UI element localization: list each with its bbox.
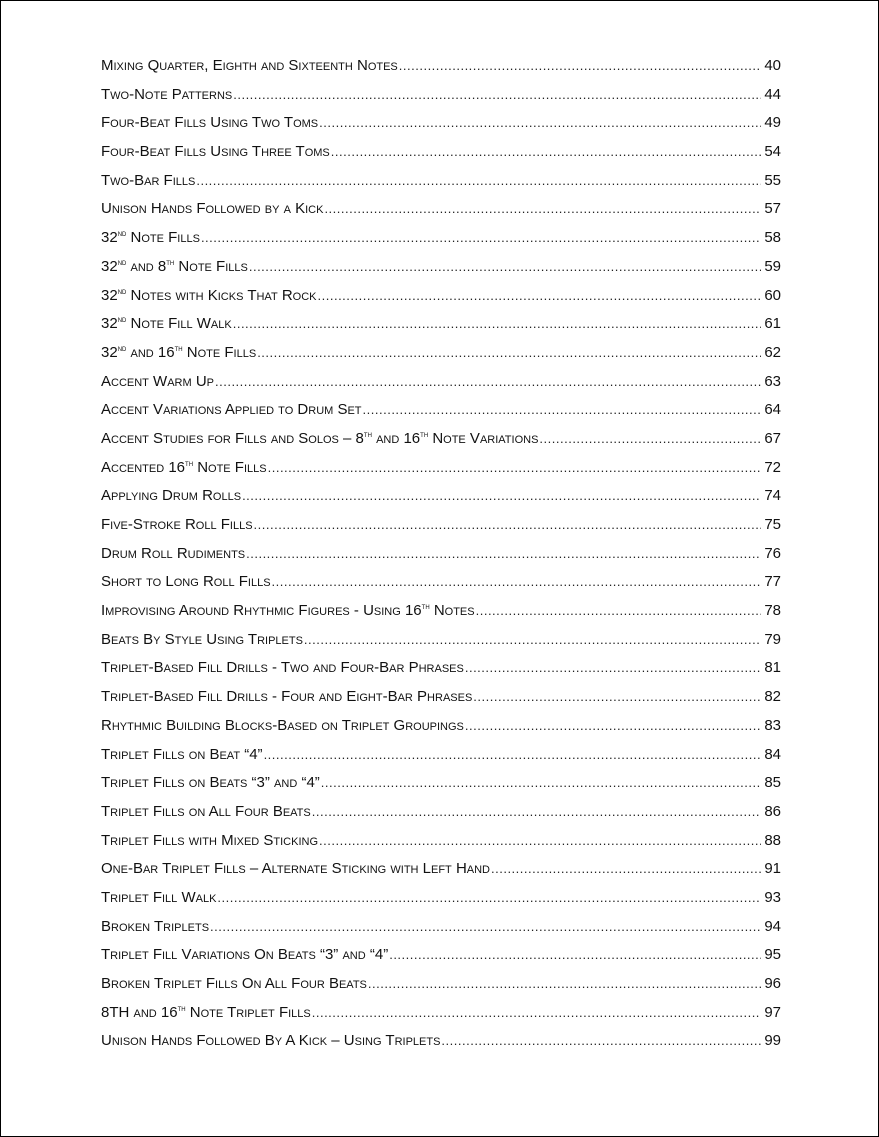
toc-entry[interactable]: [101, 774, 781, 803]
toc-entry[interactable]: [101, 688, 781, 717]
toc-entry[interactable]: [101, 57, 781, 86]
toc-entry-page-number: 59: [764, 257, 781, 275]
toc-entry[interactable]: [101, 344, 781, 373]
toc-entry-page-number: 81: [764, 659, 781, 677]
toc-entry-title: [101, 258, 248, 275]
dot-leader: [319, 833, 761, 848]
dot-leader: [215, 374, 761, 389]
dot-leader: [249, 259, 761, 274]
dot-leader: [304, 632, 761, 647]
toc-entry[interactable]: [101, 545, 781, 574]
toc-entry[interactable]: [101, 803, 781, 832]
toc-entry[interactable]: [101, 975, 781, 1004]
toc-entry[interactable]: [101, 832, 781, 861]
toc-entry[interactable]: [101, 143, 781, 172]
toc-entry[interactable]: [101, 430, 781, 459]
toc-entry-title: Triplet Fill Variations On Beats “3” and “4”: [101, 946, 389, 964]
dot-leader: [318, 288, 762, 303]
title-text: Note Fill Walk: [126, 315, 232, 333]
title-text: and 16: [371, 429, 421, 447]
title-text: Note Fills: [193, 458, 267, 476]
dot-leader: [272, 574, 762, 589]
dot-leader: [242, 488, 761, 503]
toc-entry[interactable]: [101, 315, 781, 344]
toc-entry-title: Unison Hands Followed by a Kick: [101, 200, 324, 218]
toc-entry-title: Applying Drum Rolls: [101, 487, 242, 505]
toc-entry[interactable]: [101, 746, 781, 775]
toc-entry-title: Two-Note Patterns: [101, 85, 233, 103]
toc-entry-title: Five-Stroke Roll Fills: [101, 516, 253, 533]
ordinal-suffix: th: [421, 602, 430, 612]
toc-entry-page-number: 55: [764, 171, 781, 189]
dot-leader: [246, 546, 761, 561]
toc-entry-page-number: 61: [764, 315, 781, 333]
title-text: Improvising Around Rhythmic Figures - Using 16: [101, 602, 422, 620]
toc-entry-page-number: 72: [764, 458, 781, 476]
toc-entry[interactable]: [101, 717, 781, 746]
toc-entry-title: [101, 287, 317, 304]
toc-entry-title: Triplet-Based Fill Drills - Two and Four-Bar Phrases: [101, 659, 464, 677]
dot-leader: [363, 402, 762, 417]
toc-entry-title: Triplet Fills with Mixed Sticking: [101, 831, 319, 849]
dot-leader: [491, 861, 761, 876]
dot-leader: [324, 201, 761, 216]
dot-leader: [321, 775, 762, 790]
title-text: Accent Studies for Fills and Solos – 8: [101, 429, 364, 447]
dot-leader: [465, 660, 761, 675]
dot-leader: [264, 747, 762, 762]
title-text: Note Variations: [428, 429, 539, 447]
toc-entry-title: Unison Hands Followed By A Kick – Using Triplets: [101, 1032, 441, 1050]
toc-entry[interactable]: [101, 889, 781, 918]
toc-entry-page-number: 79: [764, 630, 781, 648]
toc-entry-title: [101, 229, 200, 246]
toc-entry[interactable]: [101, 287, 781, 316]
title-text: and 16: [126, 343, 175, 361]
toc-entry-title: [101, 430, 538, 447]
toc-entry-title: Triplet-Based Fill Drills - Four and Eight-Bar Phrases: [101, 688, 473, 706]
dot-leader: [254, 517, 762, 532]
title-text: Note Triplet Fills: [185, 1003, 311, 1021]
toc-entry-page-number: 86: [764, 802, 781, 820]
ordinal-suffix: th: [177, 1003, 186, 1013]
toc-entry-page-number: 57: [764, 200, 781, 218]
toc-entry-page-number: 54: [764, 143, 781, 161]
toc-entry-page-number: 67: [764, 429, 781, 447]
dot-leader: [233, 316, 762, 331]
dot-leader: [389, 947, 761, 962]
toc-entry-title: Mixing Quarter, Eighth and Sixteenth Notes: [101, 57, 398, 74]
title-text: 32: [101, 286, 118, 304]
toc-entry-title: [101, 344, 256, 361]
ordinal-suffix: nd: [117, 343, 127, 353]
ordinal-suffix: nd: [117, 286, 127, 296]
title-text: Notes: [429, 602, 475, 620]
toc-entry-page-number: 83: [764, 716, 781, 734]
dot-leader: [217, 890, 761, 905]
title-text: 32: [101, 229, 118, 247]
dot-leader: [210, 919, 761, 934]
dot-leader: [441, 1033, 761, 1048]
toc-entry-title: Beats By Style Using Triplets: [101, 630, 303, 648]
toc-entry-title: [101, 1004, 311, 1021]
ordinal-suffix: th: [174, 343, 183, 353]
toc-entry-title: Triplet Fills on All Four Beats: [101, 802, 311, 820]
toc-entry-page-number: 93: [764, 888, 781, 906]
toc-entry-page-number: 63: [764, 372, 781, 390]
toc-entry-page-number: 77: [764, 573, 781, 591]
dot-leader: [476, 603, 762, 618]
dot-leader: [233, 87, 761, 102]
title-text: Note Fills: [126, 229, 200, 247]
toc-entry[interactable]: [101, 1032, 781, 1061]
toc-entry[interactable]: [101, 1004, 781, 1033]
dot-leader: [539, 431, 761, 446]
toc-entry-title: Two-Bar Fills: [101, 171, 196, 189]
toc-entry-title: Triplet Fill Walk: [101, 888, 217, 906]
toc-entry[interactable]: [101, 86, 781, 115]
dot-leader: [196, 173, 761, 188]
dot-leader: [331, 144, 762, 159]
toc-entry-title: [101, 602, 475, 619]
toc-entry-page-number: 82: [764, 688, 781, 706]
toc-entry[interactable]: [101, 659, 781, 688]
toc-entry[interactable]: [101, 516, 781, 545]
toc-entry-page-number: 62: [764, 343, 781, 361]
toc-entry[interactable]: [101, 602, 781, 631]
toc-entry[interactable]: [101, 573, 781, 602]
title-text: Note Fills: [174, 257, 248, 275]
toc-entry-page-number: 91: [764, 860, 781, 878]
toc-entry[interactable]: [101, 114, 781, 143]
toc-entry-page-number: 78: [764, 602, 781, 620]
dot-leader: [319, 115, 761, 130]
toc-entry[interactable]: [101, 459, 781, 488]
toc-entry-title: Triplet Fills on Beats “3” and “4”: [101, 774, 320, 792]
toc-entry-title: Accent Variations Applied to Drum Set: [101, 401, 362, 419]
toc-entry-title: Drum Roll Rudiments: [101, 544, 246, 562]
toc-entry-title: Triplet Fills on Beat “4”: [101, 745, 263, 763]
toc-entry-title: [101, 459, 267, 476]
toc-entry-page-number: 88: [764, 831, 781, 849]
dot-leader: [465, 718, 761, 733]
toc-entry[interactable]: [101, 373, 781, 402]
toc-entry-title: One-Bar Triplet Fills – Alternate Sticking with Left Hand: [101, 860, 490, 878]
toc-entry[interactable]: [101, 918, 781, 947]
toc-entry[interactable]: [101, 946, 781, 975]
toc-entry[interactable]: [101, 258, 781, 287]
dot-leader: [312, 804, 762, 819]
toc-entry-page-number: 60: [764, 286, 781, 304]
ordinal-suffix: th: [363, 429, 372, 439]
dot-leader: [257, 345, 761, 360]
toc-entry-page-number: 64: [764, 401, 781, 419]
toc-entry-title: Rhythmic Building Blocks-Based on Triplet Groupings: [101, 716, 464, 734]
toc-entry-page-number: 84: [764, 745, 781, 763]
title-text: Note Fills: [182, 343, 257, 361]
dot-leader: [399, 58, 762, 73]
ordinal-suffix: nd: [117, 315, 127, 325]
toc-entry-title: Broken Triplets: [101, 917, 210, 935]
toc-entry-page-number: 49: [764, 114, 781, 132]
toc-entry[interactable]: [101, 200, 781, 229]
dot-leader: [268, 460, 762, 475]
table-of-contents: [101, 57, 781, 1061]
toc-entry-title: Four-Beat Fills Using Three Toms: [101, 143, 330, 161]
title-text: Notes with Kicks That Rock: [126, 286, 317, 304]
ordinal-suffix: th: [166, 257, 175, 267]
toc-entry-page-number: 76: [764, 544, 781, 562]
title-text: and 8: [126, 257, 167, 275]
ordinal-suffix: nd: [117, 229, 127, 239]
toc-entry-page-number: 75: [764, 516, 781, 533]
title-text: 32: [101, 315, 118, 333]
toc-entry-title: Short to Long Roll Fills: [101, 573, 271, 591]
toc-entry-title: [101, 315, 232, 332]
toc-entry[interactable]: [101, 631, 781, 660]
title-text: 8TH and 16: [101, 1003, 178, 1021]
toc-entry-title: Broken Triplet Fills On All Four Beats: [101, 975, 367, 992]
toc-entry-page-number: 99: [764, 1032, 781, 1050]
ordinal-suffix: nd: [117, 257, 127, 267]
toc-entry-page-number: 95: [764, 946, 781, 964]
ordinal-suffix: th: [420, 429, 429, 439]
toc-entry-page-number: 97: [764, 1003, 781, 1021]
toc-entry-title: Four-Beat Fills Using Two Toms: [101, 114, 319, 132]
toc-entry[interactable]: [101, 401, 781, 430]
toc-entry-page-number: 40: [764, 57, 781, 74]
toc-entry-page-number: 96: [764, 975, 781, 992]
toc-entry-page-number: 58: [764, 229, 781, 247]
toc-entry-title: Accent Warm Up: [101, 372, 214, 390]
title-text: 32: [101, 257, 118, 275]
dot-leader: [312, 1005, 762, 1020]
dot-leader: [201, 230, 761, 245]
title-text: 32: [101, 343, 118, 361]
ordinal-suffix: th: [185, 458, 194, 468]
toc-entry[interactable]: [101, 860, 781, 889]
toc-entry[interactable]: [101, 487, 781, 516]
toc-entry-page-number: 94: [764, 917, 781, 935]
toc-entry-page-number: 44: [764, 85, 781, 103]
toc-entry-page-number: 85: [764, 774, 781, 792]
toc-entry[interactable]: [101, 229, 781, 258]
dot-leader: [473, 689, 761, 704]
toc-entry-page-number: 74: [764, 487, 781, 505]
dot-leader: [368, 976, 761, 991]
title-text: Accented 16: [101, 458, 186, 476]
toc-entry[interactable]: [101, 172, 781, 201]
